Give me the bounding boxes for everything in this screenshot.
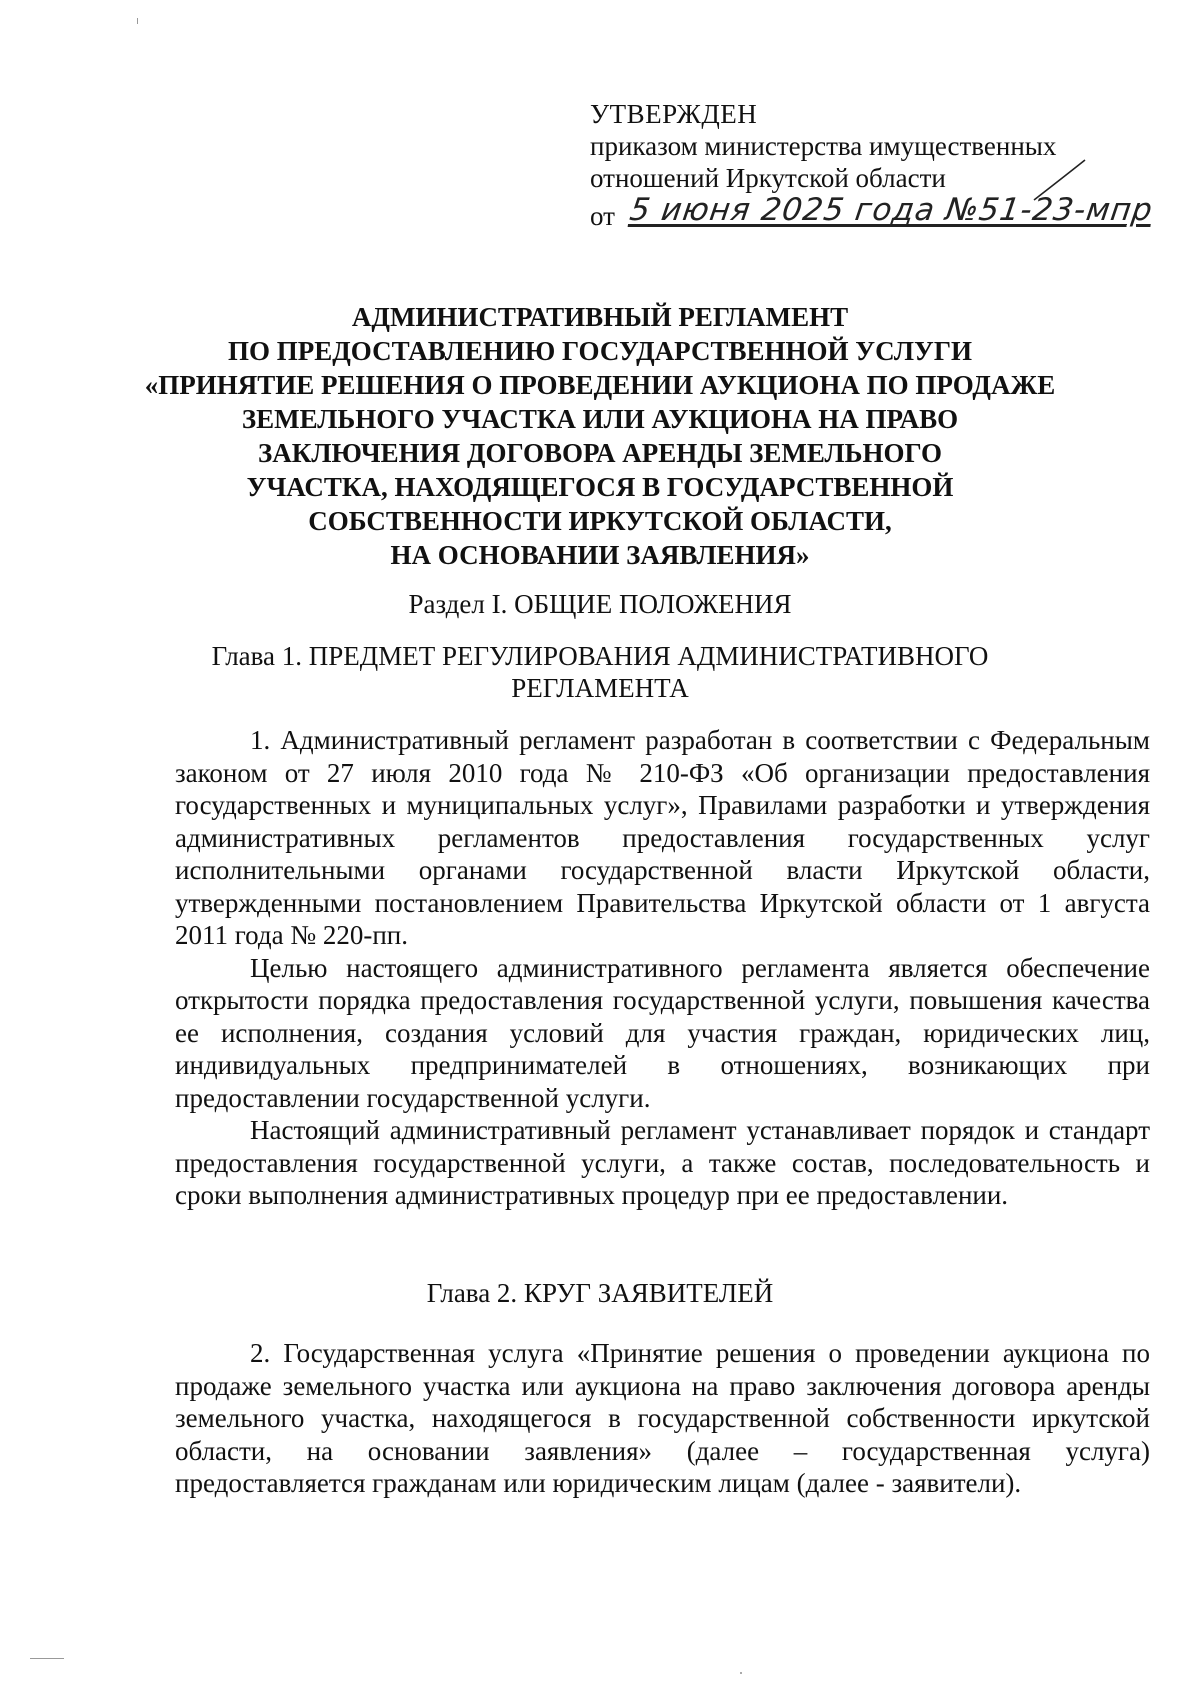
paragraph: Целью настоящего административного регламента является обеспечение открытости порядка предоставления государственной услуги, повышения качества ее исполнения, создания условий для участия граждан, юридических лиц, индивидуальных предпринимателей в отношениях, возникающих при предоставлении государственной услуги.	[175, 952, 1150, 1113]
scan-mark	[740, 1672, 742, 1674]
title-line: УЧАСТКА, НАХОДЯЩЕГОСЯ В ГОСУДАРСТВЕННОЙ	[246, 472, 954, 502]
approval-label: УТВЕРЖДЕН	[590, 99, 758, 129]
chapter-heading-line: РЕГЛАМЕНТА	[511, 673, 689, 703]
title-line: ЗАКЛЮЧЕНИЯ ДОГОВОРА АРЕНДЫ ЗЕМЕЛЬНОГО	[258, 438, 942, 468]
title-line: АДМИНИСТРАТИВНЫЙ РЕГЛАМЕНТ	[351, 302, 849, 332]
scan-mark	[137, 18, 138, 24]
approval-line: отношений Иркутской области	[590, 163, 946, 193]
pen-stroke-icon	[1030, 158, 1090, 202]
paragraph: 2. Государственная услуга «Принятие решения о проведении аукциона по продаже земельного участка или аукциона на право заключения договора аренды земельного участка, находящегося в государственной собственности иркутской области, на основании заявления» (далее – государственная услуга) предоставляется гражданам или юридическим лицам (далее - заявители).	[175, 1338, 1150, 1498]
approval-from: от	[590, 201, 615, 231]
scan-mark	[30, 1658, 64, 1659]
title-line: ЗЕМЕЛЬНОГО УЧАСТКА ИЛИ АУКЦИОНА НА ПРАВО	[241, 404, 959, 434]
chapter2-body	[175, 1337, 1150, 1500]
chapter-heading-line: Глава 1. ПРЕДМЕТ РЕГУЛИРОВАНИЯ АДМИНИСТРАТИВНОГО	[211, 641, 989, 671]
section-heading: Раздел I. ОБЩИЕ ПОЛОЖЕНИЯ	[408, 589, 792, 619]
chapter-heading	[80, 640, 1120, 704]
document-title	[80, 300, 1120, 572]
title-line: СОБСТВЕННОСТИ ИРКУТСКОЙ ОБЛАСТИ,	[308, 506, 892, 536]
title-line: НА ОСНОВАНИИ ЗАЯВЛЕНИЯ»	[390, 540, 810, 570]
approval-date-line	[590, 192, 1156, 236]
approval-block	[590, 98, 1156, 236]
paragraph: Настоящий административный регламент устанавливает порядок и стандарт предоставления государственной услуги, а также состав, последовательность и сроки выполнения административных процедур при ее предоставлении.	[175, 1115, 1150, 1210]
paragraph: 1. Административный регламент разработан в соответствии с Федеральным законом от 27 июля 2010 года № 210-ФЗ «Об организации предоставления государственных и муниципальных услуг», Правилами разработки и утверждения административных регламентов предоставления государственных услуг исполнительными органами государственной власти Иркутской области, утвержденными постановлением Правительства Иркутской области от 1 августа 2011 года № 220-пп.	[175, 725, 1150, 950]
handwritten-order-number: 5 июня 2025 года №51-23-мпр	[627, 192, 1156, 228]
chapter1-body	[175, 724, 1150, 1212]
title-line: ПО ПРЕДОСТАВЛЕНИЮ ГОСУДАРСТВЕННОЙ УСЛУГИ	[227, 336, 973, 366]
title-line: «ПРИНЯТИЕ РЕШЕНИЯ О ПРОВЕДЕНИИ АУКЦИОНА ПО ПРОДАЖЕ	[144, 370, 1056, 400]
approval-line: приказом министерства имущественных	[590, 131, 1057, 161]
chapter-heading: Глава 2. КРУГ ЗАЯВИТЕЛЕЙ	[426, 1278, 774, 1308]
